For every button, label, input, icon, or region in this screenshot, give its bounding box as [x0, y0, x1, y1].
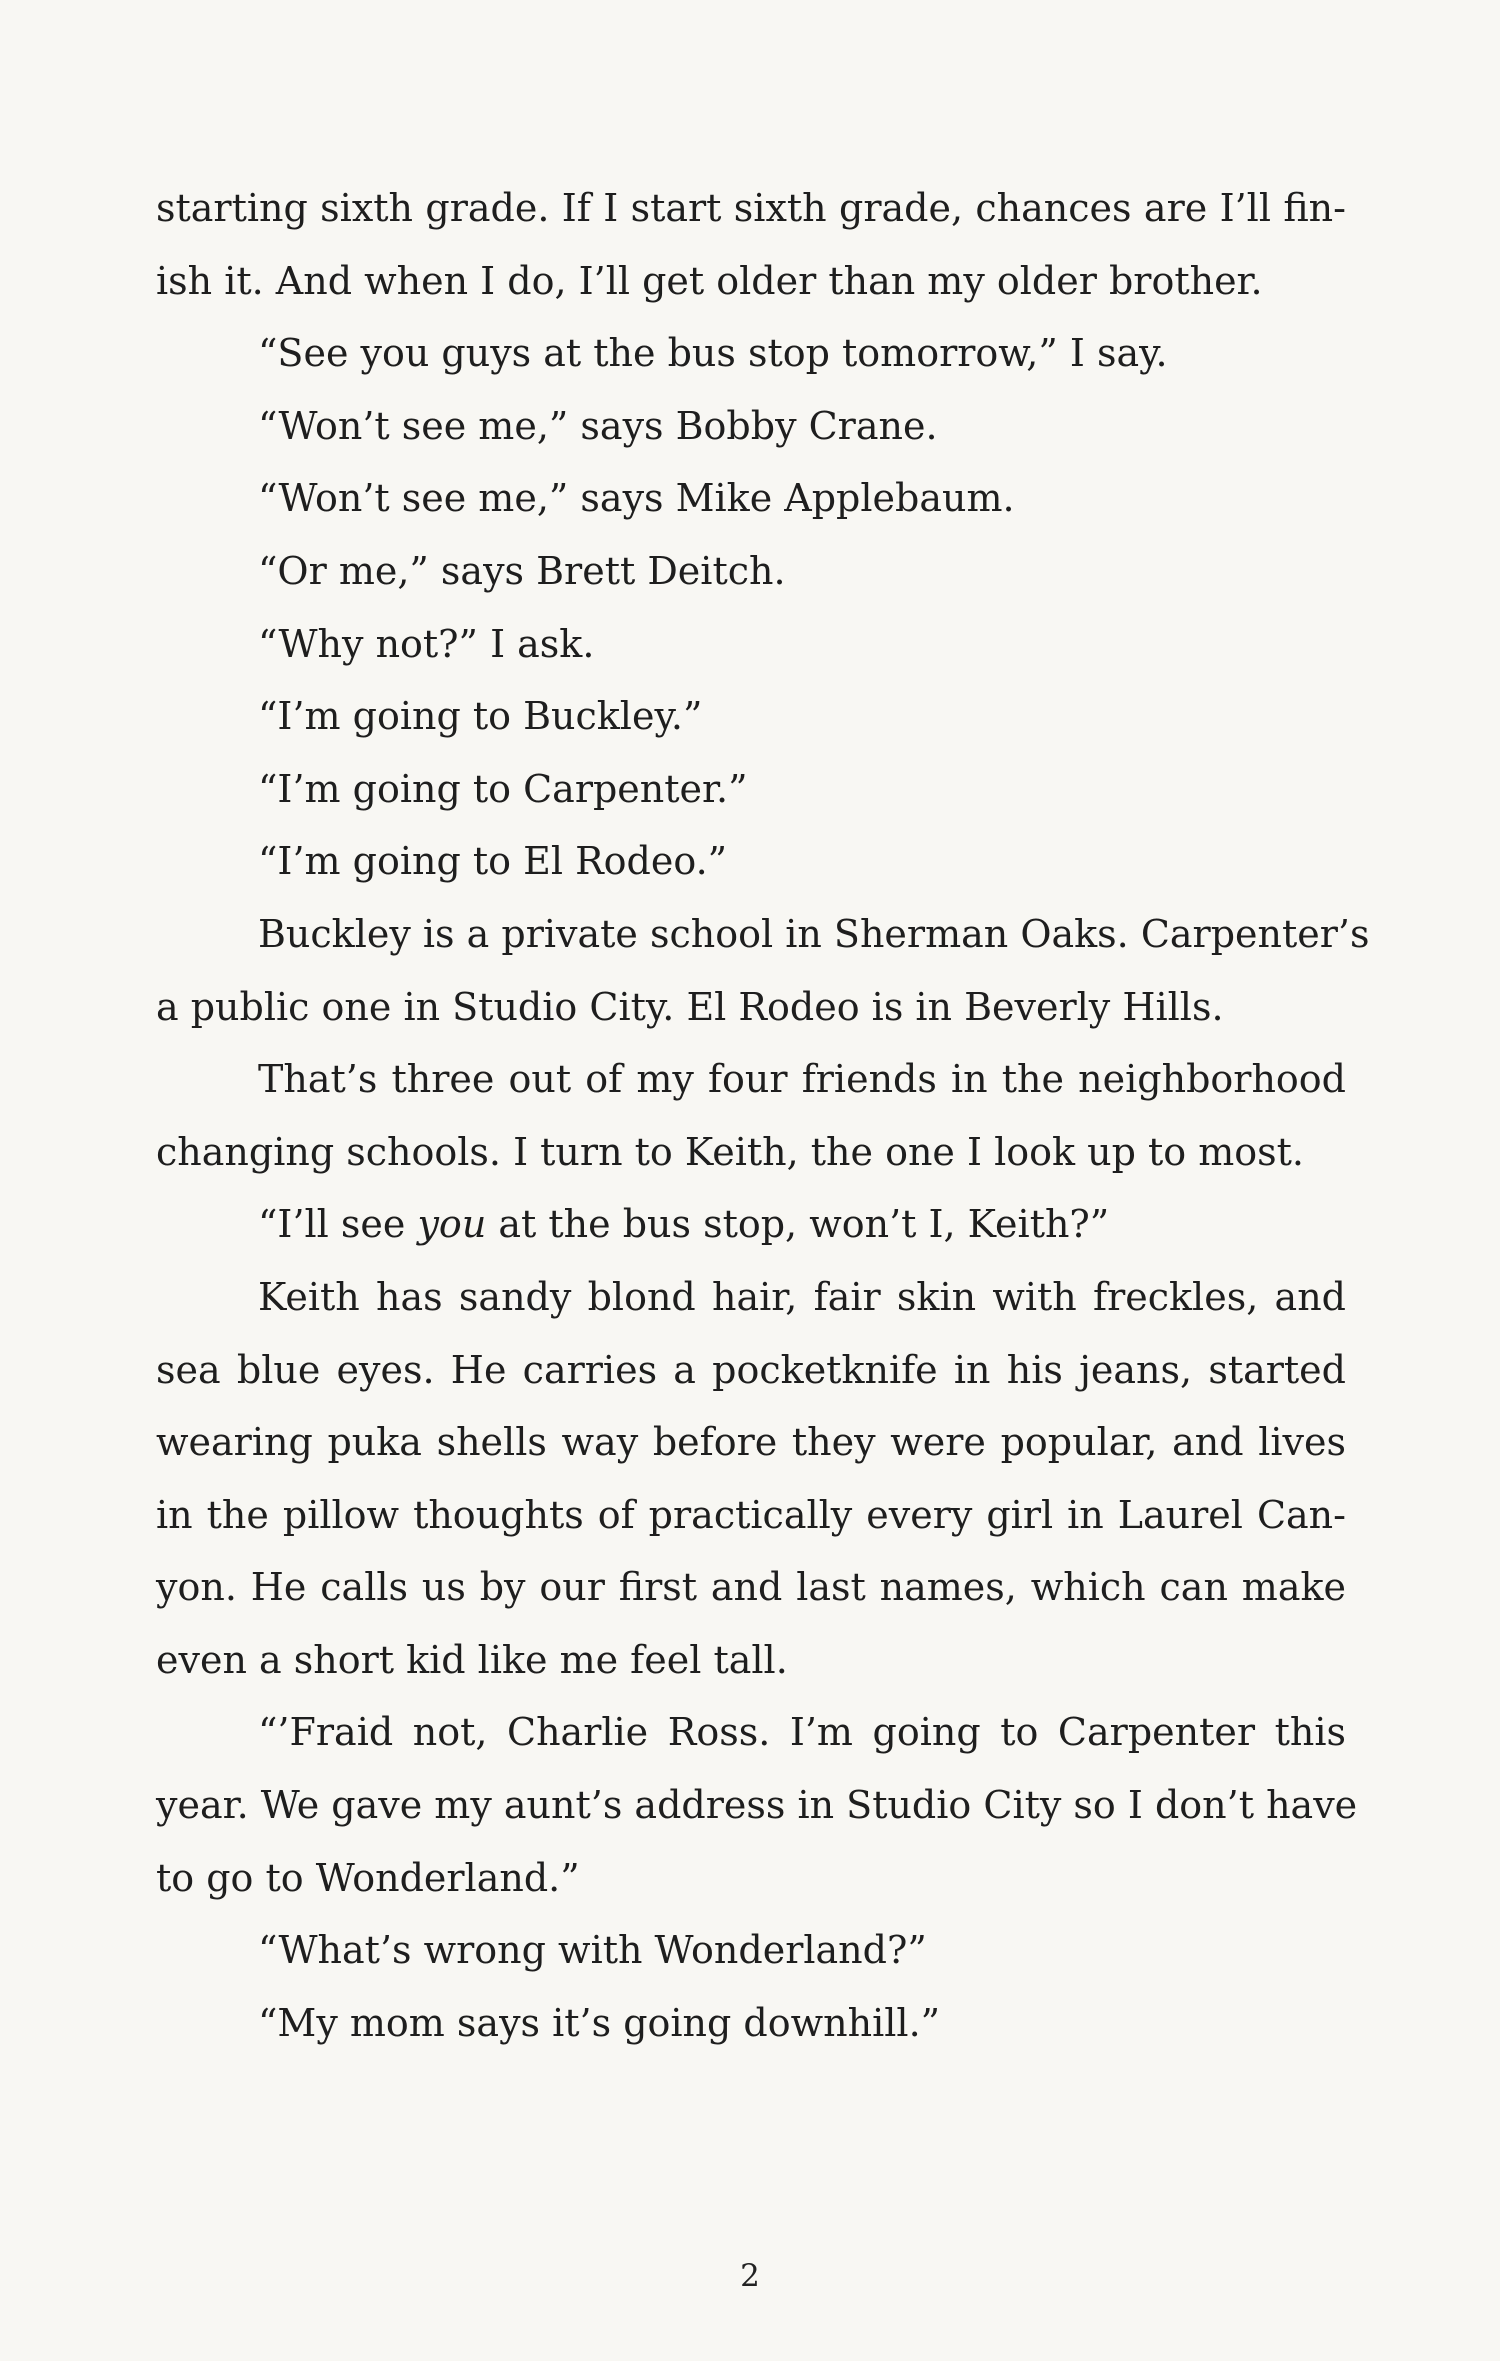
text-line: “’Fraid not, Charlie Ross. I’m going to Carpenter this [258, 1710, 1346, 1755]
text-line: “Won’t see me,” says Bobby Crane. [258, 403, 938, 448]
text-line: year. We gave my aunt’s address in Studio City so I don’t have [156, 1783, 1358, 1828]
text-line: That’s three out of my four friends in the neighborhood [258, 1057, 1346, 1102]
text-line: “I’m going to Buckley.” [258, 694, 703, 739]
text-line: “Or me,” says Brett Deitch. [258, 548, 786, 593]
text-line: in the pillow thoughts of practically every girl in Laurel Can- [156, 1492, 1346, 1537]
text-line: “Won’t see me,” says Mike Applebaum. [258, 476, 1015, 521]
text-run: at the bus stop, won’t I, Keith?” [486, 1202, 1110, 1247]
text-line-with-italic [156, 1188, 1346, 1261]
text-line: starting sixth grade. If I start sixth grade, chances are I’ll fin- [156, 186, 1346, 230]
text-run: “I’ll see [258, 1202, 418, 1247]
text-line: even a short kid like me feel tall. [156, 1637, 788, 1682]
text-line: “Why not?” I ask. [258, 621, 595, 666]
text-line: a public one in Studio City. El Rodeo is in Beverly Hills. [156, 984, 1224, 1029]
text-line: to go to Wonderland.” [156, 1855, 580, 1900]
text-line: “What’s wrong with Wonderland?” [258, 1928, 927, 1973]
text-line: Buckley is a private school in Sherman Oaks. Carpenter’s [258, 911, 1370, 956]
text-line: wearing puka shells way before they were popular, and lives [156, 1420, 1346, 1465]
italic-word: you [417, 1202, 487, 1247]
text-line: ish it. And when I do, I’ll get older than my older brother. [156, 258, 1263, 303]
text-line: “I’m going to Carpenter.” [258, 766, 748, 811]
text-line: “My mom says it’s going downhill.” [258, 2000, 941, 2045]
text-line: Keith has sandy blond hair, fair skin with freckles, and [258, 1274, 1346, 1319]
text-line: “I’m going to El Rodeo.” [258, 839, 728, 884]
text-line: “See you guys at the bus stop tomorrow,” I say. [258, 331, 1168, 376]
page-number: 2 [740, 2258, 760, 2294]
text-line: changing schools. I turn to Keith, the one I look up to most. [156, 1129, 1304, 1174]
text-line: sea blue eyes. He carries a pocketknife in his jeans, started [156, 1347, 1346, 1392]
text-line: yon. He calls us by our first and last names, which can make [156, 1565, 1346, 1610]
body-text [156, 172, 1370, 2059]
